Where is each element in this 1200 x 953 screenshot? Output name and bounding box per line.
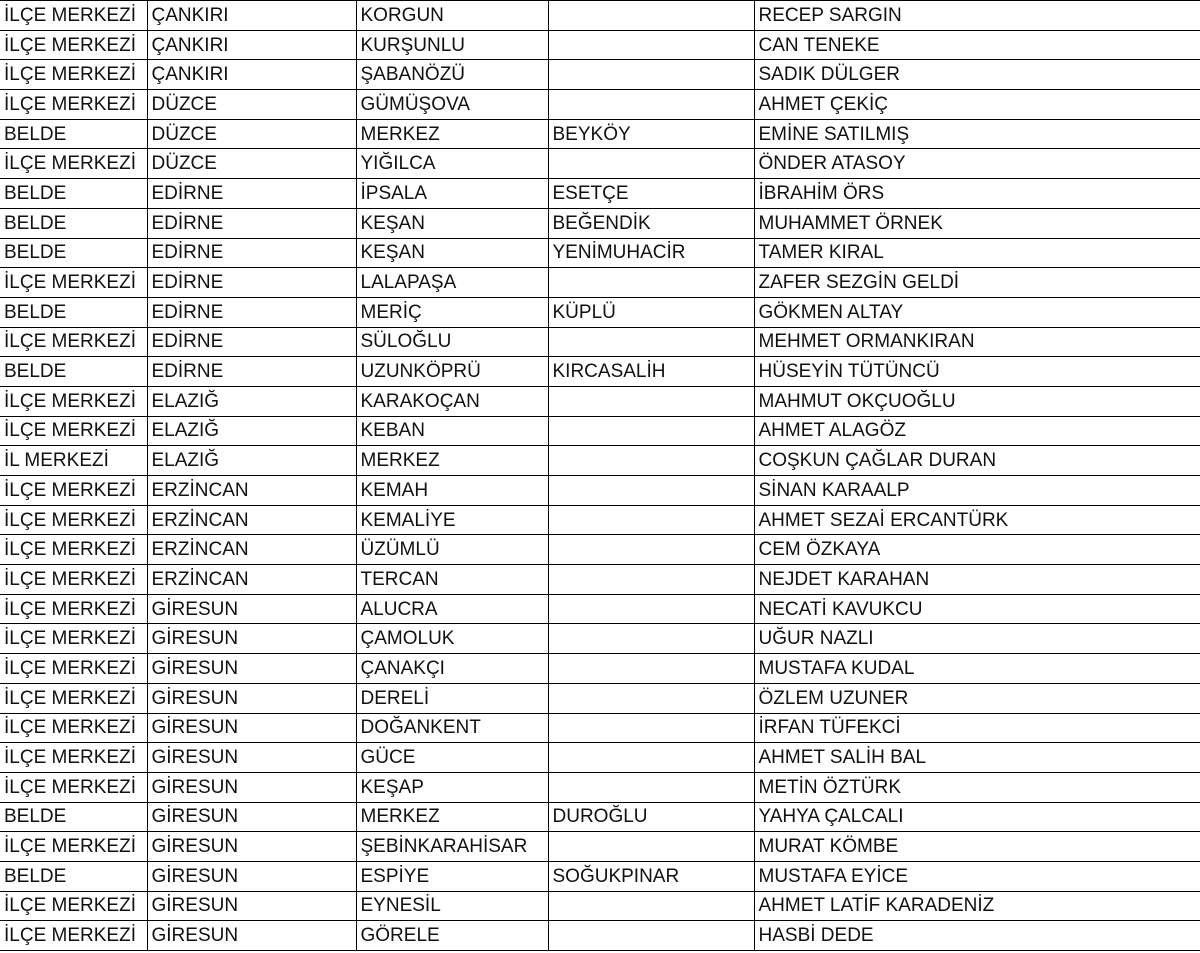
- cell-town: [548, 594, 754, 624]
- cell-town: [548, 327, 754, 357]
- cell-mayor-name: MAHMUT OKÇUOĞLU: [754, 386, 1200, 416]
- table-row: [0, 297, 1200, 327]
- cell-district: GÜMÜŞOVA: [356, 90, 548, 120]
- cell-province: ÇANKIRI: [147, 60, 356, 90]
- cell-province: EDİRNE: [147, 297, 356, 327]
- table-row: [0, 60, 1200, 90]
- table-row: [0, 1, 1200, 31]
- cell-province: ÇANKIRI: [147, 1, 356, 31]
- cell-district: KEMAH: [356, 476, 548, 506]
- cell-mayor-name: SADIK DÜLGER: [754, 60, 1200, 90]
- cell-mayor-name: İBRAHİM ÖRS: [754, 179, 1200, 209]
- cell-district: ALUCRA: [356, 594, 548, 624]
- cell-mayor-name: AHMET SALİH BAL: [754, 743, 1200, 773]
- cell-town: [548, 30, 754, 60]
- cell-settlement-type: BELDE: [0, 238, 147, 268]
- cell-province: ÇANKIRI: [147, 30, 356, 60]
- table-row: [0, 238, 1200, 268]
- cell-district: MERKEZ: [356, 119, 548, 149]
- cell-settlement-type: İLÇE MERKEZİ: [0, 327, 147, 357]
- cell-mayor-name: MEHMET ORMANKIRAN: [754, 327, 1200, 357]
- cell-town: [548, 149, 754, 179]
- cell-town: [548, 772, 754, 802]
- cell-province: ERZİNCAN: [147, 565, 356, 595]
- cell-province: EDİRNE: [147, 179, 356, 209]
- cell-town: KÜPLÜ: [548, 297, 754, 327]
- cell-province: EDİRNE: [147, 268, 356, 298]
- cell-town: [548, 535, 754, 565]
- cell-district: KEŞAN: [356, 238, 548, 268]
- cell-town: [548, 1, 754, 31]
- cell-settlement-type: BELDE: [0, 802, 147, 832]
- cell-mayor-name: RECEP SARGIN: [754, 1, 1200, 31]
- cell-mayor-name: UĞUR NAZLI: [754, 624, 1200, 654]
- cell-settlement-type: İLÇE MERKEZİ: [0, 505, 147, 535]
- cell-mayor-name: ÖNDER ATASOY: [754, 149, 1200, 179]
- cell-settlement-type: İLÇE MERKEZİ: [0, 921, 147, 951]
- cell-settlement-type: İLÇE MERKEZİ: [0, 683, 147, 713]
- cell-province: EDİRNE: [147, 238, 356, 268]
- cell-town: [548, 713, 754, 743]
- table-row: [0, 149, 1200, 179]
- cell-district: KARAKOÇAN: [356, 386, 548, 416]
- cell-settlement-type: İLÇE MERKEZİ: [0, 386, 147, 416]
- cell-province: ELAZIĞ: [147, 416, 356, 446]
- cell-settlement-type: İLÇE MERKEZİ: [0, 476, 147, 506]
- cell-province: GİRESUN: [147, 743, 356, 773]
- cell-town: KIRCASALİH: [548, 357, 754, 387]
- cell-town: BEYKÖY: [548, 119, 754, 149]
- cell-mayor-name: AHMET LATİF KARADENİZ: [754, 891, 1200, 921]
- cell-settlement-type: İLÇE MERKEZİ: [0, 654, 147, 684]
- cell-mayor-name: İRFAN TÜFEKCİ: [754, 713, 1200, 743]
- cell-province: GİRESUN: [147, 802, 356, 832]
- cell-province: EDİRNE: [147, 208, 356, 238]
- cell-district: ÇAMOLUK: [356, 624, 548, 654]
- cell-district: ÜZÜMLÜ: [356, 535, 548, 565]
- cell-district: UZUNKÖPRÜ: [356, 357, 548, 387]
- table-row: [0, 357, 1200, 387]
- cell-province: GİRESUN: [147, 921, 356, 951]
- table-row: [0, 30, 1200, 60]
- cell-mayor-name: CAN TENEKE: [754, 30, 1200, 60]
- cell-province: GİRESUN: [147, 594, 356, 624]
- cell-settlement-type: İLÇE MERKEZİ: [0, 535, 147, 565]
- cell-district: GÖRELE: [356, 921, 548, 951]
- cell-district: ESPİYE: [356, 861, 548, 891]
- cell-province: EDİRNE: [147, 327, 356, 357]
- cell-town: [548, 446, 754, 476]
- cell-province: GİRESUN: [147, 861, 356, 891]
- cell-province: DÜZCE: [147, 149, 356, 179]
- cell-district: DOĞANKENT: [356, 713, 548, 743]
- cell-town: DUROĞLU: [548, 802, 754, 832]
- cell-town: [548, 268, 754, 298]
- cell-settlement-type: İLÇE MERKEZİ: [0, 832, 147, 862]
- table-row: [0, 624, 1200, 654]
- cell-mayor-name: YAHYA ÇALCALI: [754, 802, 1200, 832]
- cell-district: KEBAN: [356, 416, 548, 446]
- cell-town: BEĞENDİK: [548, 208, 754, 238]
- cell-mayor-name: METİN ÖZTÜRK: [754, 772, 1200, 802]
- cell-mayor-name: NECATİ KAVUKCU: [754, 594, 1200, 624]
- cell-town: [548, 683, 754, 713]
- cell-settlement-type: İLÇE MERKEZİ: [0, 90, 147, 120]
- cell-province: GİRESUN: [147, 713, 356, 743]
- cell-district: GÜCE: [356, 743, 548, 773]
- cell-district: MERKEZ: [356, 446, 548, 476]
- cell-district: MERKEZ: [356, 802, 548, 832]
- cell-district: EYNESİL: [356, 891, 548, 921]
- cell-town: [548, 921, 754, 951]
- cell-district: DERELİ: [356, 683, 548, 713]
- cell-province: GİRESUN: [147, 683, 356, 713]
- cell-mayor-name: HASBİ DEDE: [754, 921, 1200, 951]
- cell-settlement-type: İLÇE MERKEZİ: [0, 891, 147, 921]
- cell-mayor-name: HÜSEYİN TÜTÜNCÜ: [754, 357, 1200, 387]
- cell-district: KEŞAN: [356, 208, 548, 238]
- cell-mayor-name: MURAT KÖMBE: [754, 832, 1200, 862]
- table-row: [0, 179, 1200, 209]
- cell-mayor-name: TAMER KIRAL: [754, 238, 1200, 268]
- cell-settlement-type: İLÇE MERKEZİ: [0, 624, 147, 654]
- cell-settlement-type: İLÇE MERKEZİ: [0, 30, 147, 60]
- cell-town: [548, 90, 754, 120]
- table-row: [0, 446, 1200, 476]
- cell-town: [548, 565, 754, 595]
- cell-mayor-name: AHMET ÇEKİÇ: [754, 90, 1200, 120]
- cell-district: YIĞILCA: [356, 149, 548, 179]
- table-row: [0, 654, 1200, 684]
- cell-province: GİRESUN: [147, 624, 356, 654]
- table-row: [0, 832, 1200, 862]
- table-row: [0, 802, 1200, 832]
- cell-settlement-type: İLÇE MERKEZİ: [0, 594, 147, 624]
- table-row: [0, 476, 1200, 506]
- table-row: [0, 535, 1200, 565]
- cell-province: DÜZCE: [147, 119, 356, 149]
- table-row: [0, 891, 1200, 921]
- cell-town: [548, 654, 754, 684]
- cell-town: [548, 832, 754, 862]
- cell-town: [548, 416, 754, 446]
- cell-town: [548, 60, 754, 90]
- cell-mayor-name: AHMET ALAGÖZ: [754, 416, 1200, 446]
- table-row: [0, 505, 1200, 535]
- table-row: [0, 565, 1200, 595]
- cell-town: [548, 386, 754, 416]
- cell-town: [548, 505, 754, 535]
- cell-district: LALAPAŞA: [356, 268, 548, 298]
- cell-town: [548, 476, 754, 506]
- cell-district: KEMALİYE: [356, 505, 548, 535]
- table-row: [0, 594, 1200, 624]
- cell-province: ERZİNCAN: [147, 535, 356, 565]
- table-row: [0, 268, 1200, 298]
- cell-town: [548, 743, 754, 773]
- cell-settlement-type: BELDE: [0, 119, 147, 149]
- cell-mayor-name: MUSTAFA KUDAL: [754, 654, 1200, 684]
- table-row: [0, 921, 1200, 951]
- cell-district: KURŞUNLU: [356, 30, 548, 60]
- table-row: [0, 416, 1200, 446]
- cell-settlement-type: İLÇE MERKEZİ: [0, 1, 147, 31]
- cell-province: GİRESUN: [147, 654, 356, 684]
- cell-mayor-name: COŞKUN ÇAĞLAR DURAN: [754, 446, 1200, 476]
- cell-province: ELAZIĞ: [147, 446, 356, 476]
- cell-mayor-name: ZAFER SEZGİN GELDİ: [754, 268, 1200, 298]
- cell-district: ÇANAKÇI: [356, 654, 548, 684]
- table-row: [0, 743, 1200, 773]
- cell-settlement-type: BELDE: [0, 357, 147, 387]
- table-row: [0, 713, 1200, 743]
- cell-settlement-type: BELDE: [0, 208, 147, 238]
- cell-district: SÜLOĞLU: [356, 327, 548, 357]
- cell-settlement-type: BELDE: [0, 861, 147, 891]
- table-row: [0, 90, 1200, 120]
- cell-province: EDİRNE: [147, 357, 356, 387]
- cell-mayor-name: MUSTAFA EYİCE: [754, 861, 1200, 891]
- cell-district: İPSALA: [356, 179, 548, 209]
- cell-town: SOĞUKPINAR: [548, 861, 754, 891]
- table-body: [0, 1, 1200, 951]
- cell-settlement-type: İLÇE MERKEZİ: [0, 772, 147, 802]
- cell-district: ŞABANÖZÜ: [356, 60, 548, 90]
- cell-district: ŞEBİNKARAHİSAR: [356, 832, 548, 862]
- cell-province: GİRESUN: [147, 891, 356, 921]
- cell-mayor-name: GÖKMEN ALTAY: [754, 297, 1200, 327]
- cell-district: MERİÇ: [356, 297, 548, 327]
- table-row: [0, 208, 1200, 238]
- table-row: [0, 386, 1200, 416]
- cell-province: GİRESUN: [147, 832, 356, 862]
- cell-settlement-type: İLÇE MERKEZİ: [0, 743, 147, 773]
- cell-mayor-name: CEM ÖZKAYA: [754, 535, 1200, 565]
- cell-province: ELAZIĞ: [147, 386, 356, 416]
- cell-settlement-type: İLÇE MERKEZİ: [0, 713, 147, 743]
- cell-settlement-type: BELDE: [0, 297, 147, 327]
- cell-province: ERZİNCAN: [147, 476, 356, 506]
- cell-province: GİRESUN: [147, 772, 356, 802]
- cell-mayor-name: NEJDET KARAHAN: [754, 565, 1200, 595]
- cell-settlement-type: İLÇE MERKEZİ: [0, 60, 147, 90]
- cell-province: ERZİNCAN: [147, 505, 356, 535]
- cell-mayor-name: AHMET SEZAİ ERCANTÜRK: [754, 505, 1200, 535]
- cell-district: KEŞAP: [356, 772, 548, 802]
- cell-mayor-name: ÖZLEM UZUNER: [754, 683, 1200, 713]
- cell-settlement-type: İLÇE MERKEZİ: [0, 149, 147, 179]
- table-row: [0, 683, 1200, 713]
- cell-settlement-type: İLÇE MERKEZİ: [0, 268, 147, 298]
- cell-settlement-type: İL MERKEZİ: [0, 446, 147, 476]
- cell-district: KORGUN: [356, 1, 548, 31]
- cell-town: YENİMUHACİR: [548, 238, 754, 268]
- table-row: [0, 327, 1200, 357]
- cell-mayor-name: MUHAMMET ÖRNEK: [754, 208, 1200, 238]
- cell-town: ESETÇE: [548, 179, 754, 209]
- table-row: [0, 772, 1200, 802]
- cell-town: [548, 624, 754, 654]
- table-row: [0, 861, 1200, 891]
- cell-settlement-type: İLÇE MERKEZİ: [0, 565, 147, 595]
- cell-mayor-name: EMİNE SATILMIŞ: [754, 119, 1200, 149]
- cell-settlement-type: BELDE: [0, 179, 147, 209]
- cell-province: DÜZCE: [147, 90, 356, 120]
- cell-town: [548, 891, 754, 921]
- cell-settlement-type: İLÇE MERKEZİ: [0, 416, 147, 446]
- cell-mayor-name: SİNAN KARAALP: [754, 476, 1200, 506]
- cell-district: TERCAN: [356, 565, 548, 595]
- table-row: [0, 119, 1200, 149]
